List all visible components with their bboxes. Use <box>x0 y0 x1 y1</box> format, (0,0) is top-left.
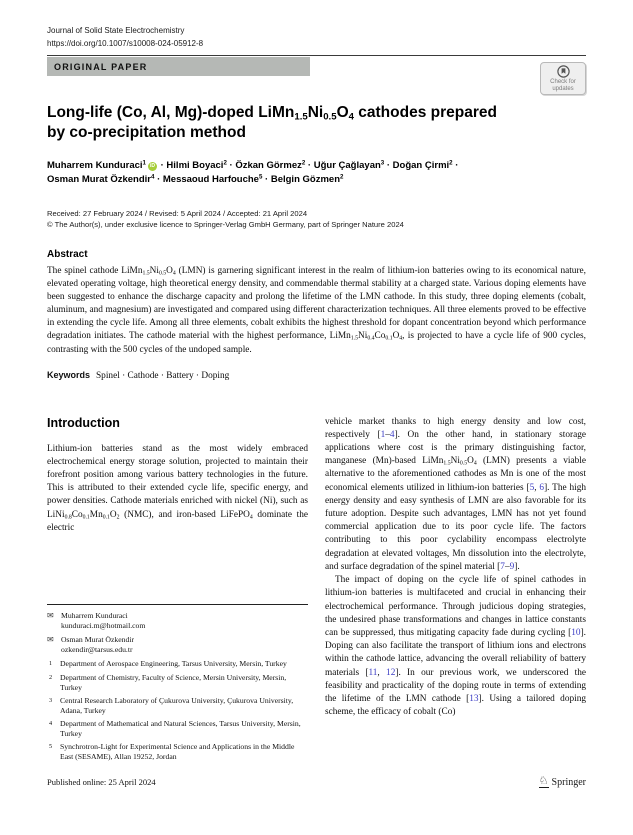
corresponding-author <box>47 635 308 654</box>
affiliation-number: 2 <box>49 673 53 681</box>
citation-link[interactable]: 12 <box>386 667 396 678</box>
citation-link[interactable]: 13 <box>469 693 479 704</box>
copyright-line: © The Author(s), under exclusive licence to Springer-Verlag GmbH Germany, part of Springer Nature 2024 <box>47 220 404 229</box>
springer-wordmark: Springer <box>551 776 586 788</box>
left-column <box>47 416 308 766</box>
citation-link[interactable]: 5 <box>529 482 535 493</box>
affiliation-item <box>47 696 308 715</box>
published-online: Published online: 25 April 2024 <box>47 777 156 787</box>
affiliation-number: 4 <box>49 720 53 728</box>
abstract-text: The spinel cathode $LiMn_{1.5}Ni_{0.5}O_4$ (LMN) is garnering significant interest in the realm of lithium-ion batteries owing to its economical nature, elevated operating voltage, high theoretical energy density, and commendable thermal stability at a charged state. Various doping elements have been suggested to enhance the discharge capacity and prolong the lifetime of the LMN cathode. In this study, three doping elements (cobalt, aluminum, and magnesium) are investigated and compared using different characterization techniques. All three elements proved to be effective in extending the cycle life. Among all three elements, cobalt exhibits the highest threshold for dopant concentration beyond which performance degradation initiates. The cathode material with the highest performance, $LiMn_{1.5}Ni_{0.4}Co_{0.1}O_4$, is projected to have a cycle life of 900 cycles, contrasting with the 500 cycles of the undoped sample. <box>47 266 587 355</box>
corresponding-author-name: Muharrem Kunduraci <box>61 610 128 620</box>
affiliation-number: 3 <box>49 697 53 705</box>
authors-line: Muharrem Kunduraci$^1$ iD · Hilmi Boyaci$^2$ · Özkan Görmez$^2$ · Uğur Çağlayan$^3$ · Doğan Çirmi$^2$ · Osman Murat Özkendir$^4$ · Messaoud Harfouche$^5$ · Belgin Gözmen$^2$ <box>47 159 459 185</box>
body-paragraph: vehicle market thanks to high energy density and low cost, respectively [1–4]. On the other hand, in stationary storage applications where cost is the primary distinguishing factor, manganese (Mn)-based $LiMn_{1.5}Ni_{0.5}O_4$ (LMN) presents a viable alternative to the aforementioned cathodes as Mn is one of the most economical elements utilized in lithium-ion batteries [5, 6]. The high energy density and easy synthesis of LMN are also favorable for its future adoption. Despite such advantages, LMN has not yet found commercial application due to its poor cycle life. The factors contributing to this poor cyclability encompass electrolyte degradation at elevated voltages, Mn dissolution into the electrolyte, and surface degradation of the spinel material [7–9]. <box>325 416 587 572</box>
springer-horse-icon: ♘ <box>538 775 549 787</box>
affiliation-text: Department of Chemistry, Faculty of Science, Mersin University, Mersin, Turkey <box>60 672 287 692</box>
doi-link[interactable]: https://doi.org/10.1007/s10008-024-05912-8 <box>47 39 204 48</box>
affiliation-text: Department of Mathematical and Natural Sciences, Tarsus University, Mersin, Turkey <box>60 719 301 738</box>
keywords-label: Keywords <box>47 369 91 380</box>
citation-link[interactable]: 1 <box>380 429 386 440</box>
footnote-rule <box>47 604 308 605</box>
citation-link[interactable]: 6 <box>539 482 545 493</box>
citation-link[interactable]: 10 <box>571 627 581 638</box>
footnote-block <box>47 604 308 766</box>
citation-link[interactable]: 4 <box>389 429 395 440</box>
citation-link[interactable]: 9 <box>509 561 515 572</box>
affiliation-text: Synchrotron-Light for Experimental Science and Applications in the Middle East (SESAME), Allan 19252, Jordan <box>60 742 295 762</box>
affiliation-text: Department of Aerospace Engineering, Tarsus University, Mersin, Turkey <box>60 659 287 669</box>
citation-link[interactable]: 7 <box>500 561 505 572</box>
affiliation-item <box>47 659 308 669</box>
envelope-icon: ✉ <box>47 610 54 620</box>
body-paragraph: The impact of doping on the cycle life of spinel cathodes in lithium-ion batteries is multifaceted and crucial in enhancing their electrochemical performance. Through judicious doping strategies, the undesired phase transformations and changes in lattice constants can be suppressed, thus mitigating capacity fade during cycling [10]. Doping can also facilitate the transport of lithium ions and electrons within the cathode lattice, advancing the overall reliability of battery materials [11, 12]. In our previous work, we underscored the feasibility and practicality of the doping route in terms of extending the lifetime of the LMN cathode [13]. Using a tailored doping scheme, the efficacy of cobalt (Co) <box>325 575 587 718</box>
abstract-heading: Abstract <box>47 249 88 260</box>
page-footer <box>47 776 586 788</box>
affiliation-item <box>47 673 308 692</box>
right-column <box>325 416 586 766</box>
paper-title: Long-life (Co, Al, Mg)-doped $LiMn_{1.5}Ni_{0.5}O_4$ cathodes prepared by co-precipitation method <box>47 104 497 141</box>
check-updates-label: Check for updates <box>550 79 576 92</box>
check-for-updates-badge[interactable] <box>540 62 586 95</box>
springer-logo <box>539 776 586 788</box>
corresponding-author <box>47 611 308 630</box>
check-updates-icon <box>557 65 570 78</box>
corresponding-author-name: Osman Murat Özkendir <box>61 635 135 645</box>
article-type-banner: ORIGINAL PAPER <box>47 57 310 76</box>
citation-link[interactable]: 11 <box>368 667 378 678</box>
journal-name: Journal of Solid State Electrochemistry <box>47 26 185 35</box>
introduction-heading: Introduction <box>47 415 120 430</box>
affiliation-item <box>47 742 308 761</box>
affiliation-number: 5 <box>49 743 53 751</box>
keywords-value: Spinel · Cathode · Battery · Doping <box>96 370 230 381</box>
intro-paragraph: Lithium-ion batteries stand as the most widely embraced electrochemical energy storage solution, projected to maintain their forefront position among various battery technologies in the future. This is attributed to their extended cycle life, specific energy, and power densities. Cathode materials enriched with nickel (Ni), such as $LiNi_{0.8}Co_{0.1}Mn_{0.1}O_2$ (NMC), and iron-based LiFePO$_4$ dominate the electric <box>47 443 308 533</box>
corresponding-author-email[interactable]: ozkendir@tarsus.edu.tr <box>61 644 133 654</box>
affiliation-number: 1 <box>49 660 53 668</box>
orcid-icon[interactable]: iD <box>149 163 155 169</box>
two-column-body <box>47 416 586 766</box>
corresponding-author-email[interactable]: kunduraci.m@hotmail.com <box>61 620 146 630</box>
affiliation-item <box>47 719 308 738</box>
keywords-line <box>47 370 586 381</box>
affiliation-text: Central Research Laboratory of Çukurova University, Çukurova University, Adana, Turkey <box>60 696 294 715</box>
received-revised-accepted: Received: 27 February 2024 / Revised: 5 April 2024 / Accepted: 21 April 2024 <box>47 209 308 218</box>
header-rule <box>47 55 586 56</box>
envelope-icon: ✉ <box>47 635 54 645</box>
